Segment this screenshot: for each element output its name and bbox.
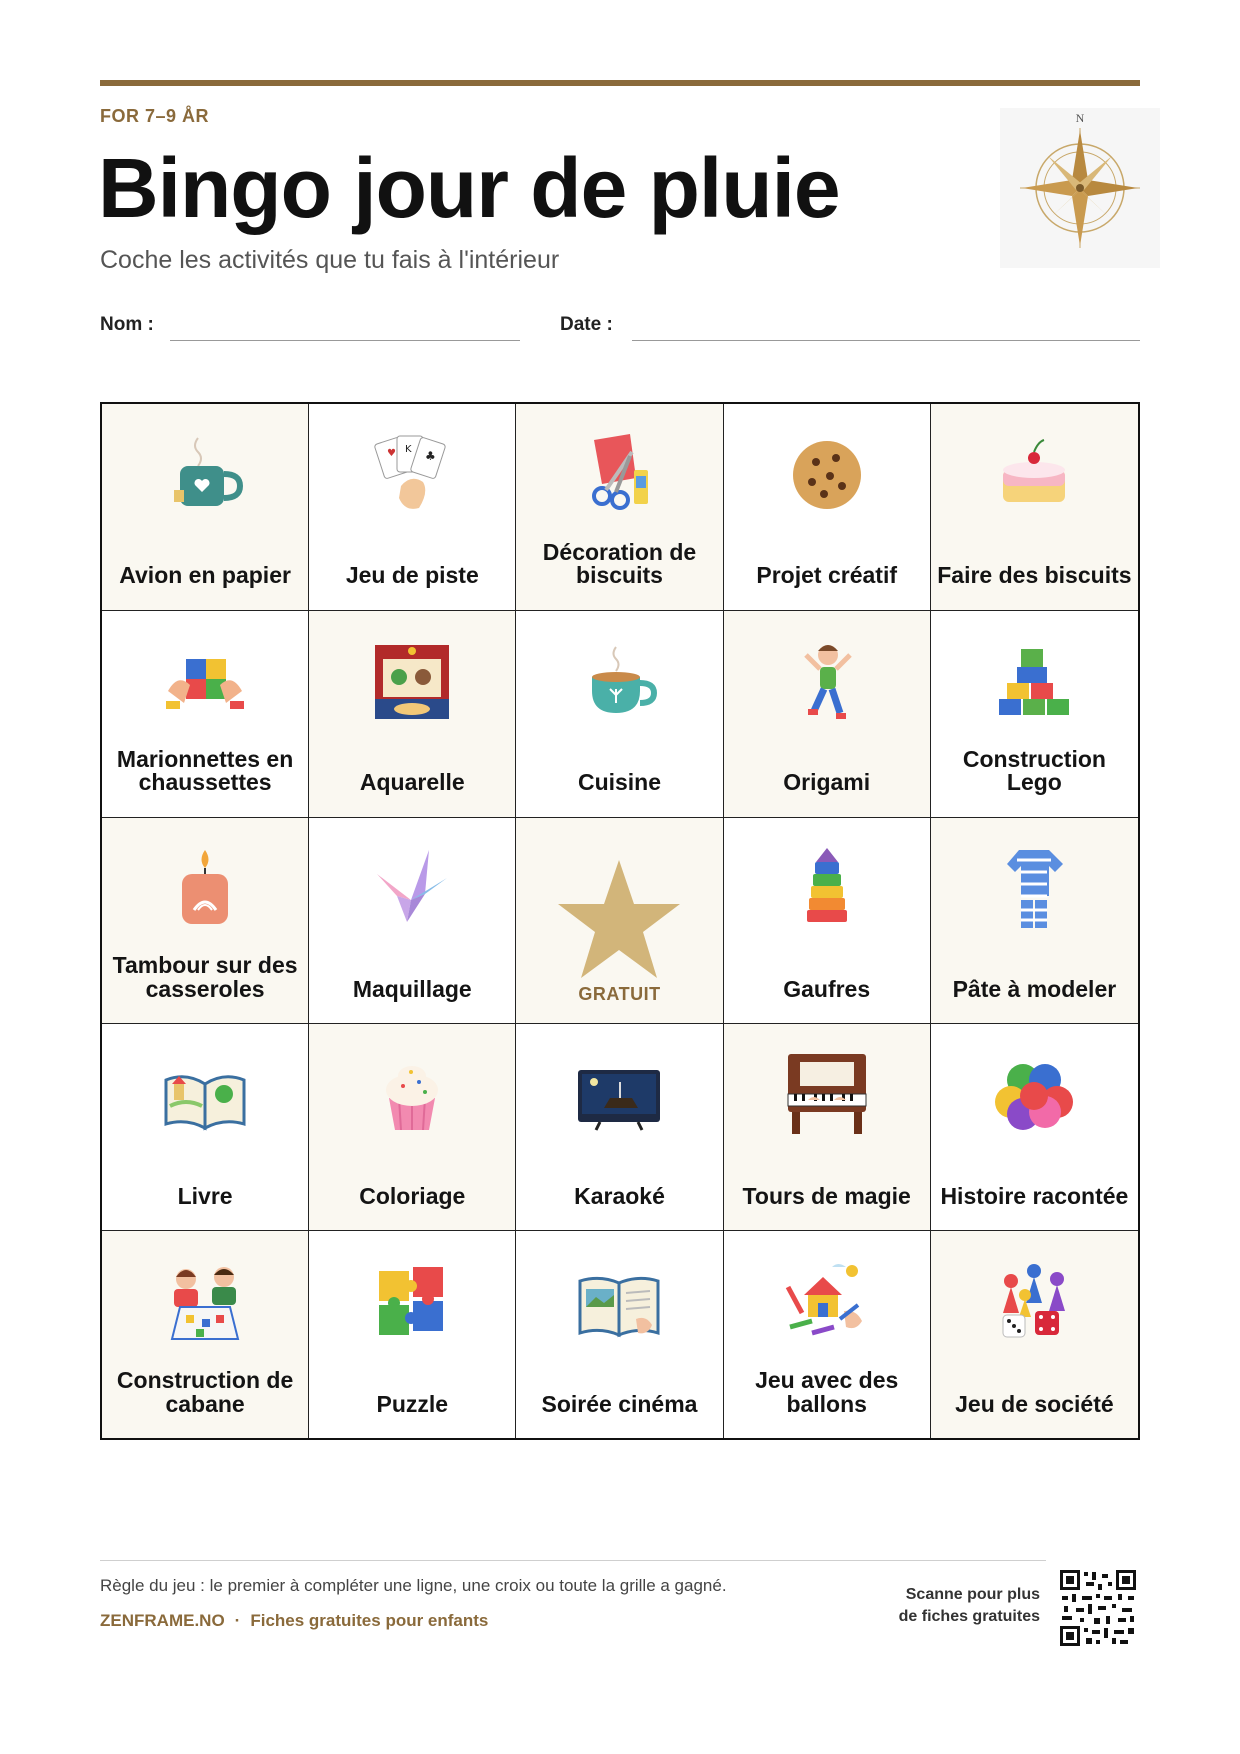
open-storybook-icon: [160, 1050, 250, 1140]
bingo-cell[interactable]: [516, 611, 723, 818]
cell-label: Puzzle: [376, 1390, 449, 1417]
cell-label: Gaufres: [783, 975, 871, 1002]
stacking-rings-icon: [782, 844, 872, 934]
bingo-cell[interactable]: [102, 818, 309, 1025]
brand-name[interactable]: ZENFRAME.NO: [100, 1611, 225, 1630]
bingo-cell[interactable]: [724, 1231, 931, 1438]
cell-label: Marionnettes en chaussettes: [116, 745, 294, 796]
brand-separator: ·: [234, 1611, 241, 1630]
bingo-grid: [100, 402, 1140, 1440]
cell-label: Jeu de piste: [345, 562, 479, 589]
play-dough-icon: [989, 1050, 1079, 1140]
page-title: Bingo jour de pluie: [98, 141, 840, 235]
bingo-cell[interactable]: [724, 611, 931, 818]
bingo-cell[interactable]: [931, 818, 1138, 1025]
cell-label: Soirée cinéma: [541, 1390, 698, 1417]
cell-label: Projet créatif: [756, 562, 897, 589]
compass-north-letter: N: [1075, 111, 1085, 125]
cell-label: Livre: [177, 1182, 233, 1209]
crayon-drawing-icon: [782, 1257, 872, 1347]
cell-label: Karaoké: [574, 1182, 665, 1209]
bingo-cell[interactable]: [931, 404, 1138, 611]
cell-label: Faire des biscuits: [937, 562, 1132, 589]
cell-label: Pâte à modeler: [952, 975, 1117, 1002]
svg-text:K: K: [405, 444, 412, 455]
bingo-cell[interactable]: [724, 404, 931, 611]
bingo-cell[interactable]: [931, 1231, 1138, 1438]
free-space[interactable]: [516, 818, 723, 1025]
name-label: Nom :: [100, 314, 154, 335]
bingo-cell[interactable]: [309, 818, 516, 1025]
svg-text:♥: ♥: [387, 448, 397, 459]
reading-book-icon: [574, 1257, 664, 1347]
tea-mug-icon: [160, 430, 250, 520]
bingo-cell[interactable]: [724, 818, 931, 1025]
cell-label: Maquillage: [352, 975, 472, 1002]
lego-bricks-icon: [989, 637, 1079, 727]
qr-caption-line1: Scanne pour plus: [905, 1586, 1040, 1603]
cell-label: Avion en papier: [119, 562, 291, 589]
bingo-cell[interactable]: [309, 404, 516, 611]
bingo-cell[interactable]: [931, 611, 1138, 818]
qr-caption-line2: de fiches gratuites: [898, 1607, 1040, 1625]
cell-label: Décoration de biscuits: [542, 538, 697, 589]
cell-label: Jeu avec des ballons: [755, 1367, 899, 1417]
top-rule: [100, 80, 1140, 86]
piano-icon: [782, 1050, 872, 1140]
tea-cup-icon: [574, 637, 664, 727]
cell-label: Construction de cabane: [116, 1367, 294, 1417]
bingo-cell[interactable]: [516, 1231, 723, 1438]
bingo-cell[interactable]: [724, 1024, 931, 1231]
cell-label: Aquarelle: [359, 769, 465, 796]
game-rules: Règle du jeu : le premier à compléter une ligne, une croix ou toute la grille a gagné.: [100, 1576, 727, 1595]
bingo-cell[interactable]: [102, 611, 309, 818]
pawns-dice-icon: [989, 1257, 1079, 1347]
puppet-theater-icon: [367, 637, 457, 727]
cell-label: Jeu de société: [955, 1390, 1114, 1417]
name-field[interactable]: [170, 340, 520, 341]
footer-divider: [100, 1560, 1046, 1561]
qr-caption: [899, 1584, 1040, 1627]
cake-icon: [989, 430, 1079, 520]
puzzle-icon: [367, 1257, 457, 1347]
page-subtitle: Coche les activités que tu fais à l'intérieur: [100, 246, 560, 274]
brand-line: [100, 1611, 488, 1631]
cell-label: Origami: [783, 769, 871, 796]
cookie-icon: [782, 430, 872, 520]
playing-cards-icon: [367, 430, 457, 520]
bingo-cell[interactable]: [516, 404, 723, 611]
brand-tagline: Fiches gratuites pour enfants: [250, 1611, 489, 1630]
cell-label: Tambour sur des casseroles: [112, 952, 298, 1002]
cell-label: Cuisine: [577, 769, 662, 796]
star-icon: [554, 854, 684, 984]
scissors-glue-icon: [574, 430, 664, 520]
bingo-cell[interactable]: [309, 1231, 516, 1438]
dancing-child-icon: [782, 637, 872, 727]
paper-crane-icon: [367, 844, 457, 934]
cupcake-icon: [367, 1050, 457, 1140]
bingo-cell[interactable]: [102, 1231, 309, 1438]
kids-board-game-icon: [160, 1257, 250, 1347]
svg-text:♣: ♣: [425, 449, 437, 463]
cell-label: Tours de magie: [742, 1182, 911, 1209]
bingo-cell[interactable]: [931, 1024, 1138, 1231]
cell-label: Coloriage: [359, 1182, 466, 1209]
bingo-cell[interactable]: [102, 404, 309, 611]
tv-icon: [574, 1050, 664, 1140]
bingo-cell[interactable]: [516, 1024, 723, 1231]
jigsaw-hands-icon: [160, 637, 250, 727]
cell-label: Construction Lego: [962, 745, 1106, 796]
free-space-label: GRATUIT: [578, 984, 661, 1005]
bingo-cell[interactable]: [309, 611, 516, 818]
bingo-cell[interactable]: [309, 1024, 516, 1231]
date-label: Date :: [560, 314, 613, 335]
date-field[interactable]: [632, 340, 1140, 341]
bingo-cell[interactable]: [102, 1024, 309, 1231]
qr-code-icon[interactable]: [1058, 1568, 1138, 1648]
cell-label: Histoire racontée: [940, 1182, 1129, 1209]
pajamas-icon: [989, 844, 1079, 934]
age-range-label: FOR 7–9 ÅR: [100, 106, 210, 126]
compass-icon: [1000, 108, 1160, 268]
candle-icon: [160, 844, 250, 934]
